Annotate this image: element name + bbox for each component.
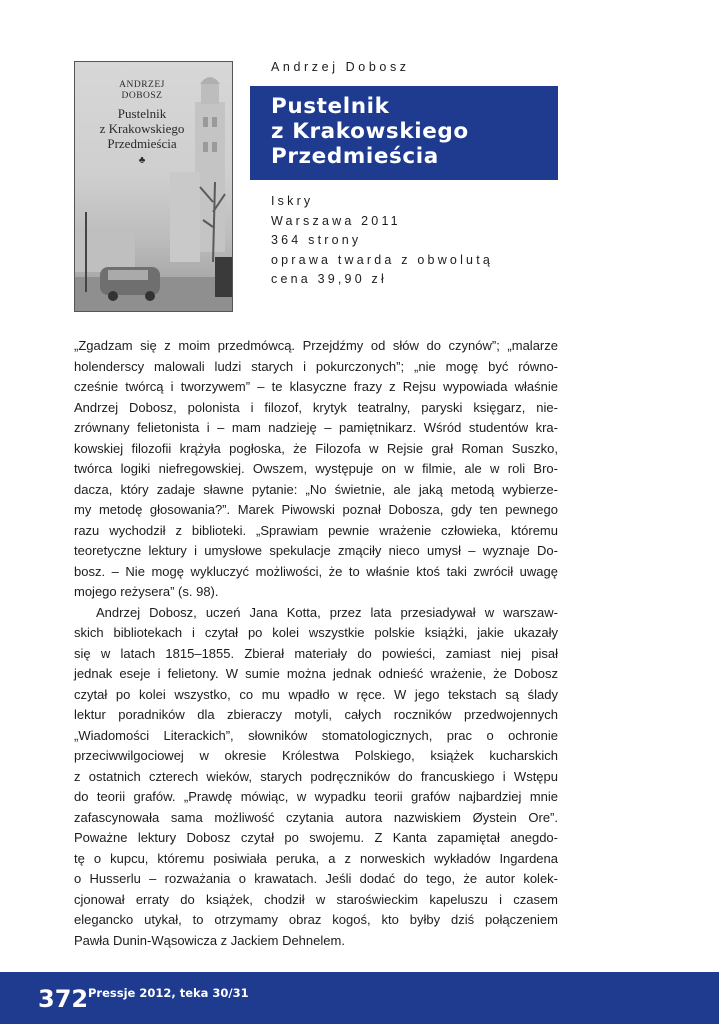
text-line: razu wychodził z biblioteki. „Sprawiam pewnie wrażenie człowieka, któremu [74, 522, 558, 538]
page-number: 372 [38, 985, 89, 1013]
text-line: „Wiadomości Literackich”, słowników stomatologicznych, prac o ochronie [74, 727, 558, 743]
text-line: zafascynowała sama możliwość czytania autora nazwiskiem Øystein Ore”. [74, 809, 558, 825]
book-metadata [271, 192, 493, 290]
book-title-line: z Krakowskiego [271, 119, 469, 144]
page-footer [0, 972, 719, 1024]
text-line: „Zgadzam się z moim przedmówcą. Przejdźmy od słów do czynów”; „malarze [74, 338, 558, 353]
text-line: mojego reżysera” (s. 98). [74, 584, 219, 599]
text-line: lektur poradników dla zbieraczy motyli, całych roczników przedwojennych [74, 707, 558, 722]
journal-issue-label: Pressje 2012, teka 30/31 [88, 986, 249, 1000]
book-title-box [250, 86, 558, 180]
text-line: Pawła Dunin-Wąsowicza z Jackiem Dehnelem. [74, 932, 345, 948]
text-line: jednak eseje i felietony. W sumie można jednak odnieść wrażenie, że Dobosz [74, 666, 558, 681]
book-title-line: Pustelnik [271, 94, 390, 119]
text-line: my metodę głosowania?”. Marek Piwowski poznał Dobosza, gdy ten pewnego [74, 502, 558, 517]
text-line: tę o kupcu, któremu posiwiała peruka, a z norweskich wykładów Ingardena [74, 850, 558, 866]
text-line: teoretyczne lektury i umysłowe spekulacje zmąciły nieco umysł – wyznaje Do- [74, 543, 558, 558]
text-line: twórca logiki niefregowskiej. Owszem, występuje on w filmie, ale w roli Bro- [74, 461, 558, 476]
review-author: Andrzej Dobosz [271, 60, 410, 74]
price: cena 39,90 zł [271, 272, 387, 287]
text-line: Andrzej Dobosz, polonista i filozof, krytyk teatralny, paryski księgarz, nie- [74, 399, 558, 415]
text-line: holenderscy malowali ludzi starych i pokurczonych”; „nie mogę być równo- [74, 358, 558, 374]
review-text [74, 336, 558, 951]
text-line: dacza, który zadaje sławne pytanie: „No świetnie, ale jaką metodą wybierze- [74, 481, 558, 497]
text-line: kowskiej filozofii krążyła pogłoska, że Filozofa w Rejsie grał Roman Suszko, [74, 440, 558, 456]
text-line: bosz. – Nie mogę wykluczyć możliwości, że to właśnie ktoś taki zwrócił uwagę [74, 563, 558, 579]
book-title-line: Przedmieścia [271, 144, 439, 169]
text-line: przeciwwilgociowej w okresie Królestwa Polskiego, książek kucharskich [74, 748, 558, 763]
cover-author: ANDRZEJ DOBOSZ [119, 80, 165, 101]
paragraph-1 [74, 336, 558, 603]
paragraph-2 [74, 603, 558, 952]
cover-title: Pustelnik z Krakowskiego Przedmieścia [99, 106, 185, 151]
page-count: 364 strony [271, 233, 362, 248]
text-line: skich bibliotekach i czytał po kolei wszystkie polskie książki, jakie ukazały [74, 625, 558, 640]
binding: oprawa twarda z obwolutą [271, 252, 494, 267]
text-line: Andrzej Dobosz, uczeń Jana Kotta, przez lata przesiadywał w warszaw- [96, 604, 558, 620]
text-line: do teorii grafów. „Prawdę mówiąc, w wypadku teorii grafów najbardziej mnie [74, 789, 558, 804]
text-line: cześnie twórcą i tworzywem” – te klasyczne frazy z Rejsu wypowiada właśnie [74, 379, 558, 394]
publisher-logo-icon: ♣ [138, 155, 146, 166]
text-line: Poważne lektury Dobosz czytał po swojemu. Z Kanta zapamiętał anegdo- [74, 830, 558, 845]
text-line: się w latach 1815–1855. Zbierał materiały do powieści, zamiast niej pisał [74, 645, 558, 661]
cover-text [83, 80, 201, 166]
publication-place-year: Warszawa 2011 [271, 213, 401, 228]
text-line: czytał po kolei wszystko, co mu wpadło w ręce. W jego tekstach są ślady [74, 686, 558, 702]
text-line: cjonował erraty do książek, chodził w staroświeckim kapeluszu i czasem [74, 891, 558, 907]
publisher: Iskry [271, 194, 314, 208]
book-cover [74, 61, 233, 312]
text-line: elegancko utykał, to otrzymamy obraz kogoś, kto byłby dziś połączeniem [74, 912, 558, 927]
text-line: zrównany felietonista i – mam nadzieję – pamiętnikarz. Wśród studentów kra- [74, 420, 558, 435]
text-line: z ostatnich czterech wieków, starych podręczników do francuskiego i Wstępu [74, 768, 558, 784]
text-line: o Husserlu – rozważania o krawatach. Jeśli dodać do tego, że autor kolek- [74, 871, 558, 886]
